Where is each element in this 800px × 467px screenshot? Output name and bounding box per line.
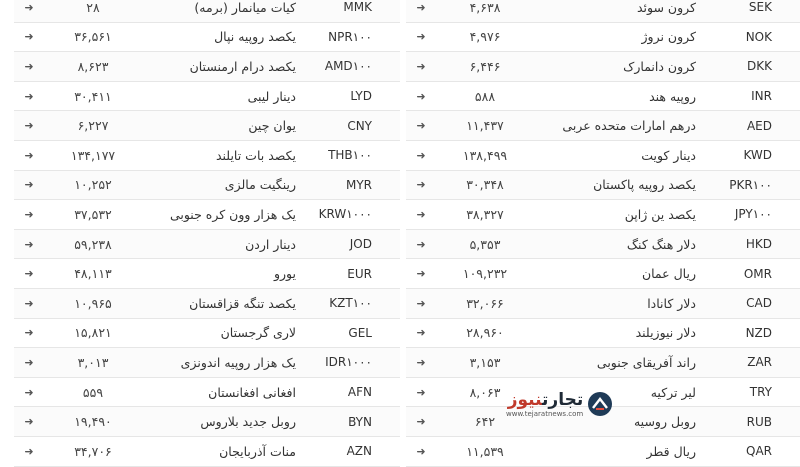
arrow-right-icon: ➜ — [24, 444, 34, 458]
currency-name: درهم امارات متحده عربی — [562, 118, 696, 134]
brand-watermark — [506, 384, 634, 424]
currency-name: یوان چین — [248, 118, 296, 134]
arrow-right-icon: ➜ — [24, 89, 34, 103]
arrow-right-icon: ➜ — [24, 267, 34, 281]
currency-left-row[interactable] — [14, 200, 400, 230]
arrow-right-icon: ➜ — [416, 385, 426, 399]
currency-name: یکصد بات تایلند — [215, 147, 296, 163]
currency-name: راند آفریقای جنوبی — [596, 354, 696, 370]
currency-left-row[interactable] — [14, 230, 400, 260]
arrow-right-icon: ➜ — [416, 444, 426, 458]
currency-name: یک هزار وون کره جنوبی — [169, 206, 296, 222]
rate-value: ۶,۲۲۷ — [77, 118, 109, 134]
currency-left-row[interactable] — [14, 289, 400, 319]
currency-right-row[interactable] — [406, 289, 800, 319]
arrow-right-icon: ➜ — [416, 148, 426, 162]
currency-code: INR — [751, 89, 772, 104]
currency-code: LYD — [350, 89, 372, 104]
currency-right-row[interactable] — [406, 52, 800, 82]
currency-left-row[interactable] — [14, 378, 400, 408]
arrow-right-icon: ➜ — [416, 326, 426, 340]
rate-value: ۱۳۸,۴۹۹ — [462, 147, 508, 163]
currency-code: CAD — [746, 296, 772, 311]
currency-name: روبل جدید بلاروس — [200, 414, 296, 430]
brand-logo-icon — [587, 391, 613, 417]
arrow-right-icon: ➜ — [24, 355, 34, 369]
currency-code: EUR — [347, 266, 372, 281]
rate-value: ۵,۳۵۳ — [469, 236, 501, 252]
currency-code: HKD — [745, 237, 772, 252]
arrow-right-icon: ➜ — [24, 326, 34, 340]
currency-code: JOD — [349, 237, 372, 252]
currency-name: روپیه هند — [649, 88, 696, 104]
currency-code: PKR۱۰۰ — [729, 177, 772, 192]
rate-value: ۱۰,۹۶۵ — [74, 295, 112, 311]
currency-name: یکصد ین ژاپن — [624, 206, 696, 222]
rate-value: ۶۴۲ — [474, 414, 496, 430]
rate-value: ۴,۶۳۸ — [469, 0, 501, 15]
currency-code: DKK — [747, 59, 772, 74]
currency-code: RUB — [746, 414, 772, 429]
brand-url: www.tejaratnews.com — [506, 409, 584, 418]
arrow-right-icon: ➜ — [416, 0, 426, 14]
currency-right-row[interactable] — [406, 141, 800, 171]
rate-value: ۵۸۸ — [474, 88, 496, 104]
arrow-right-icon: ➜ — [416, 207, 426, 221]
currency-code: NPR۱۰۰ — [328, 29, 372, 44]
currency-right-row[interactable] — [406, 82, 800, 112]
currency-code: KRW۱۰۰۰ — [318, 207, 372, 222]
rate-value: ۴,۹۷۶ — [469, 29, 501, 45]
arrow-right-icon: ➜ — [24, 296, 34, 310]
rate-value: ۴۸,۱۱۳ — [74, 266, 112, 282]
brand-name — [508, 391, 584, 409]
rate-value: ۱۵,۸۲۱ — [74, 325, 112, 341]
currency-code: OMR — [743, 266, 772, 281]
arrow-right-icon: ➜ — [416, 296, 426, 310]
currency-name: کیات میانمار (برمه) — [194, 0, 296, 15]
arrow-right-icon: ➜ — [416, 355, 426, 369]
rate-value: ۸,۰۶۳ — [469, 384, 501, 400]
rate-value: ۱۰,۲۵۲ — [74, 177, 112, 193]
currency-left-row[interactable] — [14, 82, 400, 112]
brand-text — [506, 391, 583, 418]
currency-left-row[interactable] — [14, 0, 400, 23]
currency-code: AED — [746, 118, 772, 133]
currency-code: ZAR — [747, 355, 772, 370]
rate-value: ۳,۱۵۳ — [469, 354, 501, 370]
currency-name: ریال عمان — [641, 266, 696, 282]
currency-name: ریال قطر — [646, 443, 696, 459]
brand-name-accent: نیوز — [507, 389, 543, 410]
currency-left-row[interactable] — [14, 348, 400, 378]
arrow-right-icon: ➜ — [416, 30, 426, 44]
currency-name: دلار کانادا — [647, 295, 696, 311]
currency-code: GEL — [348, 325, 372, 340]
arrow-right-icon: ➜ — [24, 119, 34, 133]
arrow-right-icon: ➜ — [416, 237, 426, 251]
arrow-right-icon: ➜ — [416, 119, 426, 133]
rate-value: ۵۵۹ — [82, 384, 104, 400]
arrow-right-icon: ➜ — [24, 415, 34, 429]
arrow-right-icon: ➜ — [24, 385, 34, 399]
rate-value: ۱۹,۴۹۰ — [74, 414, 112, 430]
rate-value: ۱۳۴,۱۷۷ — [70, 147, 116, 163]
currency-name: دلار هنگ کنگ — [626, 236, 696, 252]
arrow-right-icon: ➜ — [416, 59, 426, 73]
rate-value: ۳۸,۳۲۷ — [466, 206, 504, 222]
currency-code: AMD۱۰۰ — [324, 59, 372, 74]
currency-right-row[interactable] — [406, 230, 800, 260]
currency-code: TRY — [749, 385, 772, 400]
currency-name: یورو — [273, 266, 296, 282]
currency-name: دینار اردن — [245, 236, 296, 252]
currency-code: KZT۱۰۰ — [329, 296, 372, 311]
arrow-right-icon: ➜ — [416, 415, 426, 429]
currency-left-row[interactable] — [14, 171, 400, 201]
currency-left-row[interactable] — [14, 23, 400, 53]
rate-value: ۲۸ — [86, 0, 100, 15]
arrow-right-icon: ➜ — [24, 148, 34, 162]
currency-name: منات آذربایجان — [219, 443, 296, 459]
rate-value: ۳۲,۰۶۶ — [466, 295, 504, 311]
currency-name: دینار لیبی — [247, 88, 296, 104]
rate-value: ۳۴,۷۰۶ — [74, 443, 112, 459]
currency-right-row[interactable] — [406, 111, 800, 141]
currency-code: KWD — [743, 148, 772, 163]
brand-name-main: تجارت — [542, 389, 584, 410]
arrow-right-icon: ➜ — [24, 30, 34, 44]
currency-left-row[interactable] — [14, 111, 400, 141]
currency-code: MYR — [345, 177, 372, 192]
currency-left-row[interactable] — [14, 141, 400, 171]
currency-code: THB۱۰۰ — [328, 148, 372, 163]
rate-value: ۳۰,۳۴۸ — [466, 177, 504, 193]
currency-table-left — [14, 0, 400, 467]
currency-name: یک هزار روپیه اندونزی — [180, 354, 296, 370]
currency-code: AZN — [346, 444, 372, 459]
currency-right-row[interactable] — [406, 437, 800, 467]
rate-value: ۱۱,۵۳۹ — [466, 443, 504, 459]
arrow-right-icon: ➜ — [416, 267, 426, 281]
currency-code: MMK — [343, 0, 372, 15]
currency-name: یکصد تنگه قزاقستان — [189, 295, 296, 311]
rate-value: ۳۷,۵۳۲ — [74, 206, 112, 222]
currency-name: کرون دانمارک — [623, 58, 696, 74]
currency-right-row[interactable] — [406, 171, 800, 201]
currency-name: روبل روسیه — [633, 414, 696, 430]
currency-right-row[interactable] — [406, 23, 800, 53]
rate-value: ۱۰۹,۲۳۲ — [462, 266, 508, 282]
currency-code: JPY۱۰۰ — [734, 207, 772, 222]
currency-name: لیر ترکیه — [650, 384, 696, 400]
currency-left-row[interactable] — [14, 437, 400, 467]
currency-right-row[interactable] — [406, 200, 800, 230]
currency-left-row[interactable] — [14, 407, 400, 437]
currency-code: BYN — [348, 414, 372, 429]
currency-left-row[interactable] — [14, 319, 400, 349]
currency-name: یکصد درام ارمنستان — [189, 58, 296, 74]
currency-right-row[interactable] — [406, 348, 800, 378]
rate-value: ۳۶,۵۶۱ — [74, 29, 112, 45]
arrow-right-icon: ➜ — [416, 89, 426, 103]
arrow-right-icon: ➜ — [24, 178, 34, 192]
currency-name: یکصد روپیه نپال — [214, 29, 296, 45]
arrow-right-icon: ➜ — [24, 207, 34, 221]
currency-code: QAR — [746, 444, 772, 459]
rate-value: ۸,۶۲۳ — [77, 58, 109, 74]
currency-name: دینار کویت — [641, 147, 696, 163]
rate-value: ۵۹,۲۳۸ — [74, 236, 112, 252]
currency-code: AFN — [347, 385, 372, 400]
currency-code: NZD — [745, 325, 772, 340]
arrow-right-icon: ➜ — [416, 178, 426, 192]
arrow-right-icon: ➜ — [24, 0, 34, 14]
currency-code: SEK — [748, 0, 772, 15]
currency-name: کرون سوئد — [636, 0, 696, 15]
currency-right-row[interactable] — [406, 0, 800, 23]
currency-name: لاری گرجستان — [220, 325, 296, 341]
currency-code: IDR۱۰۰۰ — [325, 355, 372, 370]
currency-code: CNY — [347, 118, 372, 133]
rate-value: ۱۱,۴۳۷ — [466, 118, 504, 134]
currency-name: رینگیت مالزی — [224, 177, 296, 193]
currency-name: یکصد روپیه پاکستان — [593, 177, 696, 193]
rate-value: ۲۸,۹۶۰ — [466, 325, 504, 341]
currency-right-row[interactable] — [406, 319, 800, 349]
currency-name: افغانی افغانستان — [208, 384, 296, 400]
rate-value: ۶,۴۴۶ — [469, 58, 501, 74]
currency-name: کرون نروژ — [641, 29, 696, 45]
currency-right-row[interactable] — [406, 259, 800, 289]
arrow-right-icon: ➜ — [24, 237, 34, 251]
currency-name: دلار نیوزیلند — [635, 325, 696, 341]
currency-code: NOK — [745, 29, 772, 44]
rate-value: ۳۰,۴۱۱ — [74, 88, 112, 104]
rate-value: ۳,۰۱۳ — [77, 354, 109, 370]
currency-left-row[interactable] — [14, 52, 400, 82]
arrow-right-icon: ➜ — [24, 59, 34, 73]
currency-left-row[interactable] — [14, 259, 400, 289]
